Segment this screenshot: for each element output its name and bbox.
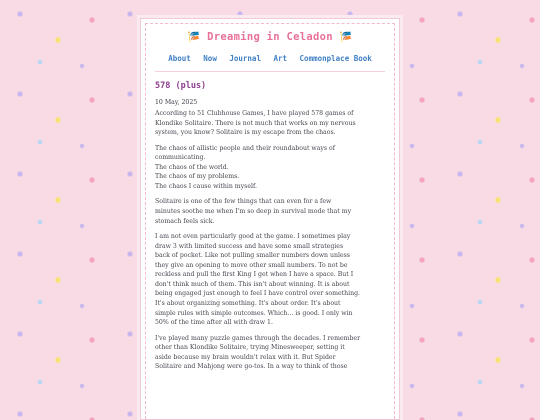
text-line: minutes soothe me when I'm so deep in survival mode that my <box>155 207 352 215</box>
text-line: It's about organizing something. It's about order. It's about <box>155 300 341 308</box>
text-line: I've played many puzzle games through the decades. I remember <box>155 334 361 342</box>
post-body <box>155 109 383 378</box>
post-date: 10 May, 2025 <box>155 99 198 106</box>
text-line: aside because my brain wouldn't relax with it. But Spider <box>155 353 336 361</box>
text-line: Klondike Solitaire. There is not much that works on my nervous <box>155 119 356 127</box>
text-line: communicating. <box>155 154 206 162</box>
text-line: reckless and pull the first King I get when I have a space. But I <box>155 271 354 279</box>
text-line: back of pocket. Like not pulling smaller numbers down unless <box>155 252 350 260</box>
text-line: stomach feels sick. <box>155 217 215 225</box>
main-nav <box>141 54 399 66</box>
text-line: they give an opening to move other small numbers. To not be <box>155 261 348 269</box>
fish-flag-icon: 🎏 <box>187 32 201 43</box>
text-line: The chaos of my problems. <box>155 173 240 181</box>
text-line: The chaos I cause within myself. <box>155 182 257 190</box>
text-line: The chaos of the world. <box>155 163 229 171</box>
nav-commonplace-book[interactable]: Commonplace Book <box>299 54 372 63</box>
site-title-text: Dreaming in Celadon <box>207 31 333 43</box>
site-title[interactable] <box>141 31 399 45</box>
header-divider <box>155 71 385 72</box>
content-panel <box>140 18 400 420</box>
text-line: Solitaire and Mahjong were go-tos. In a way to think of those <box>155 363 348 371</box>
post-title: 578 (plus) <box>155 81 207 91</box>
text-line: simple rules with simple outcomes. Which... is good. I only win <box>155 309 353 317</box>
text-line: being engaged just enough to feel I have control over something. <box>155 290 361 298</box>
text-line: 50% of the time after all with draw 1. <box>155 319 273 327</box>
nav-art[interactable]: Art <box>273 54 288 63</box>
text-line: Solitaire is one of the few things that can even for a few <box>155 198 332 206</box>
text-line: system, you know? Solitaire is my escape from the chaos. <box>155 129 336 137</box>
text-line: I am not even particularly good at the game. I sometimes play <box>155 232 351 240</box>
post-paragraph <box>155 109 383 138</box>
text-line: don't think much of them. This isn't about winning. It is about <box>155 280 350 288</box>
nav-now[interactable]: Now <box>203 54 217 63</box>
post-paragraph <box>155 334 383 372</box>
text-line: draw 3 with limited success and have some small strategies <box>155 242 344 250</box>
post-paragraph <box>155 232 383 328</box>
text-line: The chaos of allistic people and their roundabout ways of <box>155 144 336 152</box>
fish-flag-icon: 🎏 <box>339 32 353 43</box>
post-paragraph <box>155 197 383 226</box>
post-paragraph <box>155 144 383 192</box>
text-line: According to 51 Clubhouse Games, I have played 578 games of <box>155 110 354 117</box>
nav-about[interactable]: About <box>168 54 191 63</box>
nav-journal[interactable]: Journal <box>229 54 261 63</box>
text-line: other than Klondike Solitaire, trying Minesweeper, setting it <box>155 344 345 352</box>
